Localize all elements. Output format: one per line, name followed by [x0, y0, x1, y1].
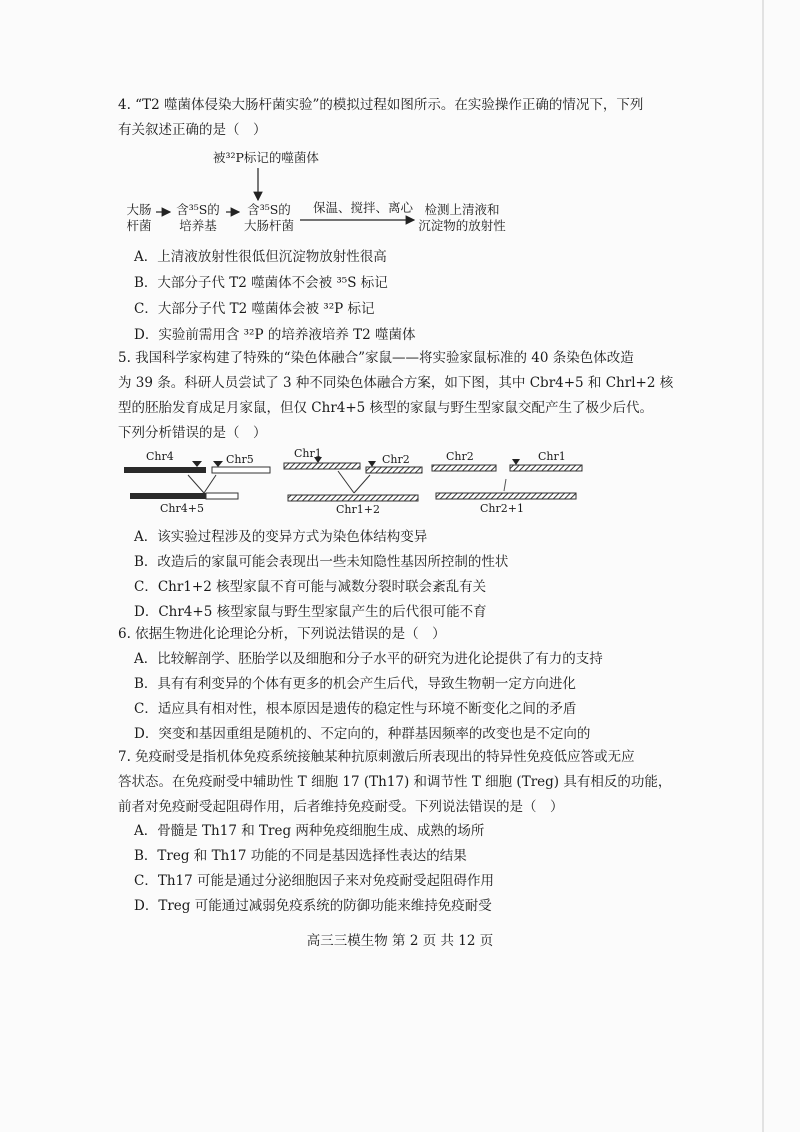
- chr1-bar: [284, 463, 360, 469]
- q6-option-a: A．比较解剖学、胚胎学以及细胞和分子水平的研究为进化论提供了有力的支持: [134, 651, 603, 667]
- chr1b-centromere: [512, 459, 520, 465]
- chr4-5-left: [130, 493, 206, 499]
- q7-option-d: D．Treg 可能通过减弱免疫系统的防御功能来维持免疫耐受: [134, 898, 492, 914]
- chr2-bar: [366, 467, 422, 473]
- q4-step3: 含³⁵S的 大肠杆菌: [243, 202, 294, 233]
- q6-option-b: B．具有有利变异的个体有更多的机会产生后代，导致生物朝一定方向进化: [134, 676, 576, 692]
- chr4-centromere: [192, 461, 202, 467]
- q5-option-d: D．Chr4+5 核型家鼠与野生型家鼠产生的后代很可能不育: [134, 604, 487, 620]
- q4-option-d: D．实验前需用含 ³²P 的培养液培养 T2 噬菌体: [134, 327, 416, 343]
- q5-stem-line4: 下列分析错误的是（ ）: [118, 425, 267, 441]
- q6-option-c: C．适应具有相对性，根本原因是遗传的稳定性与环境不断变化之间的矛盾: [134, 701, 577, 717]
- chr5-bar: [212, 467, 270, 473]
- chr2b-bar: [432, 465, 496, 471]
- label-chr5: Chr5: [226, 453, 254, 466]
- page-footer: 高三三模生物 第 2 页 共 12 页: [306, 933, 494, 949]
- q4-flow-arrows: [118, 150, 638, 240]
- page-edge: [762, 0, 764, 1132]
- q5-stem-line2: 为 39 条。科研人员尝试了 3 种不同染色体融合方案，如下图，其中 Cbr4+5 和 Chrl+2 核: [118, 375, 674, 391]
- label-chr2b: Chr2: [446, 450, 474, 463]
- chr2-1-bar: [436, 493, 576, 499]
- q5-stem-line1: 5. 我国科学家构建了特殊的“染色体融合”家鼠——将实验家鼠标准的 40 条染色体改造: [118, 350, 634, 366]
- q7-stem-line1: 7. 免疫耐受是指机体免疫系统接触某种抗原刺激后所表现出的特异性免疫低应答或无应: [118, 749, 635, 765]
- q4-option-a: A．上清液放射性很低但沉淀物放射性很高: [134, 249, 387, 265]
- label-chr4-5: Chr4+5: [160, 502, 204, 515]
- chr4-bar: [124, 467, 206, 473]
- q5-stem-line3: 型的胚胎发育成足月家鼠，但仅 Chr4+5 核型的家鼠与野生型家鼠交配产生了极少后代。: [118, 400, 654, 416]
- q6-stem: 6. 依据生物进化论理论分析，下列说法错误的是（ ）: [118, 626, 446, 642]
- q7-stem-line2: 答状态。在免疫耐受中辅助性 T 细胞 17 (Th17) 和调节性 T 细胞 (Treg) 具有相反的功能，: [118, 774, 672, 790]
- q7-option-c: C．Th17 可能是通过分泌细胞因子来对免疫耐受起阻碍作用: [134, 873, 494, 889]
- q4-option-c: C．大部分子代 T2 噬菌体会被 ³²P 标记: [134, 301, 375, 317]
- chr4-5-right: [206, 493, 238, 499]
- panel-chr4-chr5: [124, 461, 270, 499]
- q4-top-label: 被³²P标记的噬菌体: [213, 150, 319, 165]
- q4-step1: 大肠 杆菌: [126, 202, 152, 233]
- question-7-stem: [118, 745, 678, 820]
- label-chr1b: Chr1: [538, 450, 566, 463]
- q4-flow-diagram: [118, 150, 638, 240]
- label-chr4: Chr4: [146, 450, 174, 463]
- q4-step4: 保温、搅拌、离心: [313, 200, 414, 215]
- q6-option-d: D．突变和基因重组是随机的、不定向的，种群基因频率的改变也是不定向的: [134, 726, 591, 742]
- q4-option-b: B．大部分子代 T2 噬菌体不会被 ³⁵S 标记: [134, 275, 388, 291]
- label-chr1-2: Chr1+2: [336, 503, 380, 516]
- q5-option-b: B．改造后的家鼠可能会表现出一些未知隐性基因所控制的性状: [134, 554, 509, 570]
- chr2-centromere: [368, 461, 376, 467]
- q7-option-b: B．Treg 和 Th17 功能的不同是基因选择性表达的结果: [134, 848, 467, 864]
- q4-stem-line2: 有关叙述正确的是（ ）: [118, 122, 267, 138]
- chr5-centromere: [213, 461, 223, 467]
- q5-option-a: A．该实验过程涉及的变异方式为染色体结构变异: [134, 529, 428, 545]
- chr1-2-bar: [288, 495, 418, 501]
- q7-option-a: A．骨髓是 Th17 和 Treg 两种免疫细胞生成、成熟的场所: [134, 823, 485, 839]
- panel-chr2-chr1: [432, 459, 582, 499]
- q5-chromosome-diagram: [118, 447, 678, 517]
- q7-stem-line3: 前者对免疫耐受起阻碍作用，后者维持免疫耐受。下列说法错误的是（ ）: [118, 799, 564, 815]
- question-4-stem: [118, 93, 678, 143]
- label-chr2-1: Chr2+1: [480, 502, 524, 515]
- label-chr2: Chr2: [382, 453, 410, 466]
- question-6-stem: [118, 622, 678, 647]
- chr1b-bar: [510, 465, 582, 471]
- q4-stem-line1: 4. “T2 噬菌体侵染大肠杆菌实验”的模拟过程如图所示。在实验操作正确的情况下，下列: [118, 97, 644, 113]
- question-5-stem: [118, 346, 678, 446]
- label-chr1: Chr1: [294, 447, 322, 460]
- q5-option-c: C．Chr1+2 核型家鼠不育可能与减数分裂时联会紊乱有关: [134, 579, 487, 595]
- q4-step2: 含³⁵S的 培养基: [176, 202, 220, 233]
- q4-step5: 检测上清液和 沉淀物的放射性: [418, 202, 506, 233]
